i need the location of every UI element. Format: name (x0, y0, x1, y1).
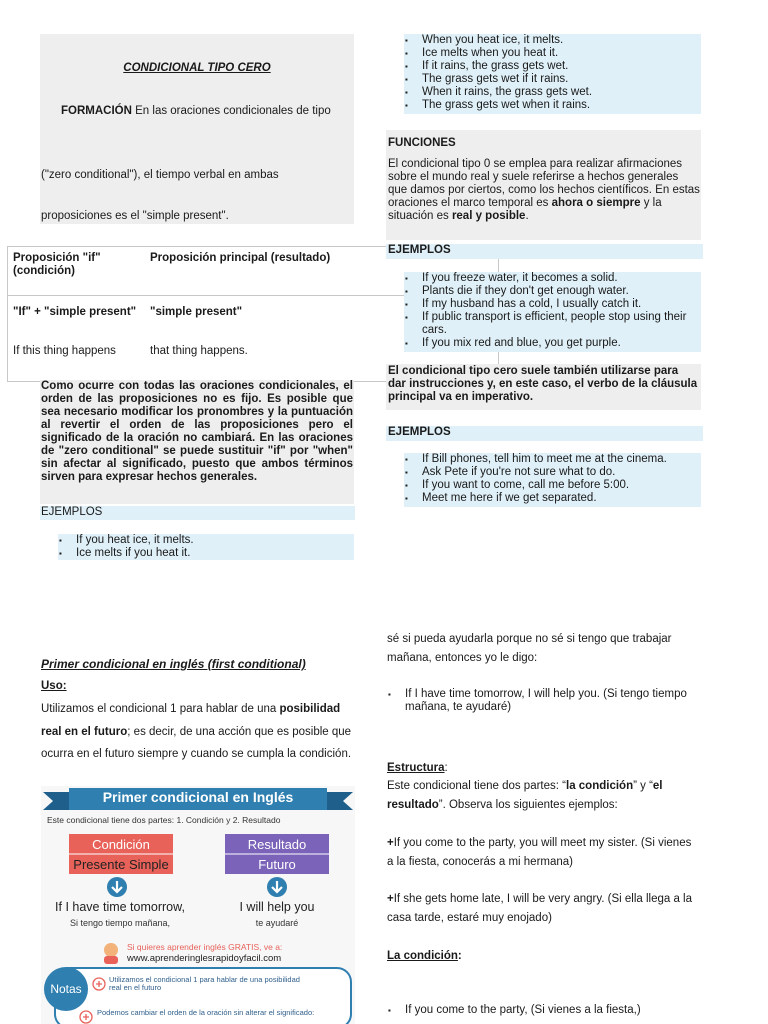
first-conditional-infographic (41, 786, 355, 1024)
funciones-heading: FUNCIONES (388, 137, 456, 149)
table-cell-if-example: If this thing happens (13, 345, 116, 357)
ejemplos-label-right-2: EJEMPLOS (386, 426, 703, 441)
uso-paragraph (41, 698, 353, 766)
estructura-colon: : (444, 762, 448, 774)
order-note-paragraph: Como ocurre con todas las oraciones condicionales, el orden de las proposiciones no es fijo. Es posible que sea necesario modificar los pronombres y la puntuación al revertir el orden de las proposiciones pero el significado de la oración no cambiará. En las oraciones de "zero conditional" se puede sustituir "if" por "when" sin afectar al significado, puesto que ambos términos sirven para expresar hechos generales. (41, 380, 353, 483)
formacion-line (61, 105, 351, 118)
estructura-heading (387, 759, 448, 778)
note-2: Podemos cambiar el orden de la oración sin alterar el significado: (97, 1008, 315, 1017)
ejemplos-label-left: EJEMPLOS (40, 506, 355, 520)
list-item: ▪ If public transport is efficient, people stop using their cars. (404, 311, 701, 337)
condition-tense: Presente Simple (73, 857, 169, 872)
list-item: ▪ If Bill phones, tell him to meet me at the cinema. (404, 453, 701, 466)
example-condition: If I have time tomorrow, (55, 900, 185, 914)
estructura-text: ” y “ (633, 780, 653, 792)
example-late-text: If she gets home late, I will be very angry. (Si ella llega a la casa tarde, estaré muy enojado) (387, 893, 693, 924)
condition-label: Condición (92, 837, 150, 852)
table-cell-main-example: that thing happens. (150, 345, 248, 357)
example-result: I will help you (239, 900, 315, 914)
example-party (387, 834, 699, 872)
list-item: ▪ If you heat ice, it melts. (58, 534, 354, 547)
example-result-es: te ayudaré (255, 918, 299, 928)
result-tense: Futuro (258, 857, 296, 872)
uso-heading: Uso: (41, 680, 67, 692)
promo-text: Si quieres aprender inglés GRATIS, ve a: (127, 942, 283, 952)
formacion-line-3: proposiciones es el "simple present". (41, 210, 229, 222)
estructura-text: Este condicional tiene dos partes: “ (387, 780, 566, 792)
example-party-text: If you come to the party, you will meet my sister. (Si vienes a la fiesta, conocerás a mi hermana) (387, 837, 692, 868)
estructura-bold: el resultado (387, 780, 663, 811)
list-item: ▪ Meet me here if we get separated. (404, 492, 701, 505)
result-label: Resultado (247, 837, 307, 852)
list-item: ▪ If you want to come, call me before 5:00. (404, 479, 701, 492)
list-item: ▪ Ask Pete if you're not sure what to do. (404, 466, 701, 479)
funciones-bold: ahora o siempre (551, 197, 641, 209)
note-1: Utilizamos el condicional 1 para hablar de una posibilidad real en el futuro (109, 975, 300, 992)
formacion-line-2: ("zero conditional"), el tiempo verbal en ambas (41, 169, 279, 181)
funciones-text: El condicional tipo 0 se emplea para realizar afirmaciones sobre el mundo real y suele referirse a hechos generales que damos por ciertos, como los hechos científicos. En estas oraciones el marco temporal es (388, 158, 700, 209)
formacion-text: En las oraciones condicionales de tipo (135, 105, 331, 117)
funciones-bold: real y posible (451, 210, 526, 222)
uso-bold: posibilidad real en el futuro (41, 703, 341, 738)
condicion-heading (387, 947, 462, 966)
funciones-text: . (525, 210, 529, 222)
list-item: ▪ Ice melts when you heat it. (404, 47, 701, 60)
uso-text: ; es decir, de una acción que es posible que ocurra en el futuro siempre y cuando se cumpla la condición. (41, 725, 352, 760)
list-item: ▪ When it rains, the grass gets wet. (404, 86, 701, 99)
funciones-text: y la situación es (388, 197, 662, 222)
imperativo-paragraph: El condicional tipo cero suele también utilizarse para dar instrucciones y, en este caso, el verbo de la cláusula principal va en imperativo. (388, 365, 698, 403)
infographic-title: Primer condicional en Inglés (102, 789, 294, 805)
list-item: ▪ If you mix red and blue, you get purple. (404, 337, 701, 350)
estructura-text: ”. Observa los siguientes ejemplos: (438, 799, 618, 811)
list-item: ▪ If you come to the party, (Si vienes a la fiesta,) (387, 1004, 700, 1017)
infographic-subtitle: Este condicional tiene dos partes: 1. Condición y 2. Resultado (47, 815, 281, 825)
formacion-label: FORMACIÓN (61, 105, 132, 117)
list-item: ▪ If I have time tomorrow, I will help you. (Si tengo tiempo mañana, te ayudaré) (387, 688, 700, 714)
ejemplos-label-right-1: EJEMPLOS (386, 244, 703, 259)
estructura-bold: la condición (566, 780, 634, 792)
funciones-paragraph (388, 158, 700, 223)
list-item: ▪ When you heat ice, it melts. (404, 34, 701, 47)
plus-sign: + (387, 837, 394, 849)
table-cell-if-form: "If" + "simple present" (13, 306, 137, 318)
example-late (387, 890, 699, 928)
list-item: ▪ If you freeze water, it becomes a solid. (404, 272, 701, 285)
list-item: ▪ If my husband has a cold, I usually catch it. (404, 298, 701, 311)
table-cell-main-form: "simple present" (150, 306, 243, 318)
estructura-label: Estructura (387, 762, 445, 774)
table-header-main: Proposición principal (resultado) (150, 252, 331, 264)
list-item: ▪ Plants die if they don't get enough water. (404, 285, 701, 298)
condicion-label: La condición (387, 950, 458, 962)
list-item: ▪ The grass gets wet when it rains. (404, 99, 701, 112)
examples-box-left (58, 534, 354, 560)
list-item: ▪ If it rains, the grass gets wet. (404, 60, 701, 73)
table-header-if: Proposición "if" (condición) (13, 252, 101, 277)
examples-box-right-1 (404, 34, 701, 114)
estructura-paragraph (387, 777, 699, 815)
examples-box-right-2 (404, 272, 701, 352)
notas-label: Notas (50, 982, 82, 996)
example-condition-es: Si tengo tiempo mañana, (69, 918, 171, 928)
list-item: ▪ Ice melts if you heat it. (58, 547, 354, 560)
uso-text: Utilizamos el condicional 1 para hablar de una (41, 703, 277, 715)
section-title-condicional-cero: CONDICIONAL TIPO CERO (123, 62, 271, 74)
first-example-list (387, 688, 700, 714)
condicion-example-list (387, 1004, 700, 1017)
first-conditional-title: Primer condicional en inglés (first conditional) (41, 657, 306, 671)
list-item: ▪ The grass gets wet if it rains. (404, 73, 701, 86)
continuation-paragraph: sé si pueda ayudarla porque no sé si tengo que trabajar mañana, entonces yo le digo: (387, 633, 672, 664)
promo-site: www.aprenderinglesrapidoyfacil.com (127, 953, 282, 964)
plus-sign: + (387, 893, 394, 905)
examples-box-right-3 (404, 453, 701, 507)
condicion-colon: : (457, 950, 462, 962)
